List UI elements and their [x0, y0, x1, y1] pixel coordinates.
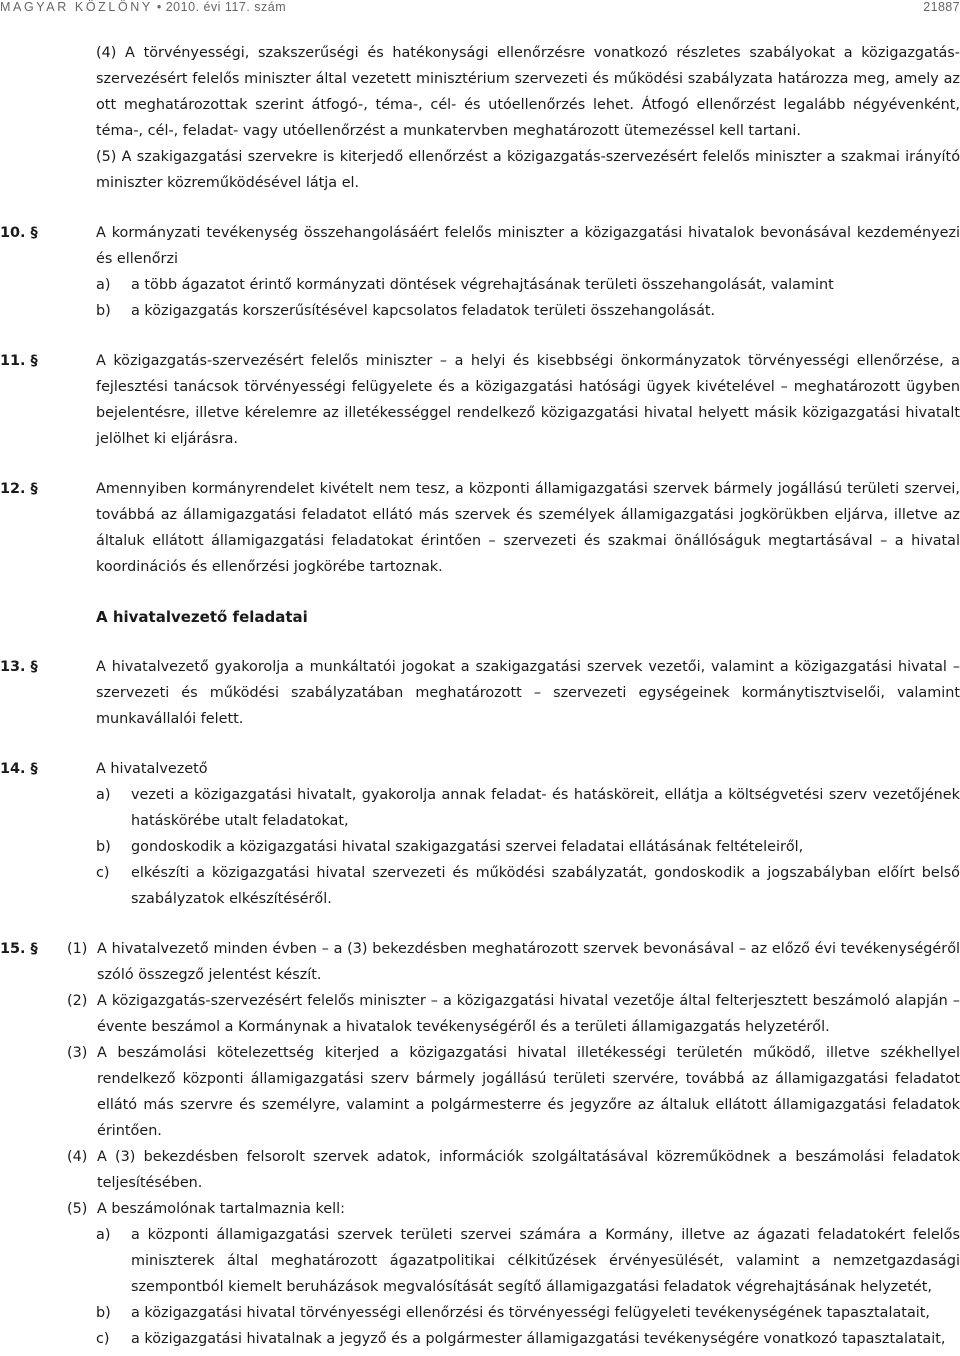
paragraph-label: (5): [67, 1201, 88, 1217]
list-item: [0, 782, 960, 834]
page-header: [0, 0, 960, 16]
section-number: 10. §: [0, 225, 38, 241]
item-text: vezeti a közigazgatási hivatalt, gyakorolja annak feladat- és hatásköreit, ellátja a költségvetési szerv vezetőjének hatáskörébe utalt feladatokat,: [131, 787, 960, 829]
section-15-paragraph-5: [0, 1196, 960, 1222]
section-10: [0, 220, 960, 324]
section-11: [0, 348, 960, 452]
item-label: b): [96, 1305, 111, 1321]
publication-name: MAGYAR KÖZLÖNY: [0, 0, 153, 14]
item-label: b): [96, 303, 111, 319]
item-label: b): [96, 839, 111, 855]
paragraph-text: A közigazgatás-szervezésért felelős miniszter – a közigazgatási hivatal vezetője által felterjesztett beszámoló alapján – évente beszámol a Kormánynak a hivatalok tevékenységéről és a területi államigazgatás helyzetéről.: [97, 993, 960, 1035]
paragraph-label: (1): [67, 941, 88, 957]
paragraph-text: A hivatalvezető minden évben – a (3) bekezdésben meghatározott szervek bevonásával – az előző évi tevékenységéről szóló összegző jelentést készít.: [97, 941, 960, 983]
paragraph-4: (4) A törvényességi, szakszerűségi és hatékonysági ellenőrzésre vonatkozó részletes szabályokat a közigazgatás-szervezésért felelős miniszter által vezetett minisztérium szervezeti és működési szabályzata határozza meg, amely az ott meghatározottak szerint átfogó-, téma-, cél- és utóellenőrzés lehet. Átfogó ellenőrzést legalább négyévenként, téma-, cél-, feladat- vagy utóellenőrzést a munkatervben meghatározott ütemezéssel kell tartani.: [96, 45, 960, 139]
paragraph-label: (3): [67, 1045, 88, 1061]
paragraph-label: (4): [67, 1149, 88, 1165]
section-13: [0, 654, 960, 732]
item-text: a központi államigazgatási szervek területi szervei számára a Kormány, illetve az ágazati feladatokért felelős miniszterek által meghatározott ágazatpolitikai célkitűzések érvényesülését, valamint a nemzetgazdasági szempontból kiemelt beruházások megvalósítását segítő államigazgatási feladatok végrehajtásának helyzetét,: [131, 1227, 960, 1295]
issue-number: 2010. évi 117. szám: [165, 0, 287, 14]
section-12: [0, 476, 960, 580]
list-item: [0, 1326, 960, 1352]
header-left: [0, 0, 286, 14]
section-15-paragraph-2: [0, 988, 960, 1040]
paragraph-5: (5) A szakigazgatási szervekre is kiterjedő ellenőrzést a közigazgatás-szervezésért felelős miniszter a szakmai irányító miniszter közreműködésével látja el.: [96, 149, 960, 191]
item-text: elkészíti a közigazgatási hivatal szervezeti és működési szabályzatát, gondoskodik a jogszabályban előírt belső szabályzatok elkészítéséről.: [131, 865, 960, 907]
section-number: 12. §: [0, 481, 38, 497]
item-label: a): [96, 277, 111, 293]
section-15-paragraph-4: [0, 1144, 960, 1196]
paragraph-text: A (3) bekezdésben felsorolt szervek adatok, információk szolgáltatásával közreműködnek a beszámolási feladatok teljesítésében.: [97, 1149, 960, 1191]
list-item: [0, 298, 960, 324]
section-number: 13. §: [0, 659, 38, 675]
section-text: A közigazgatás-szervezésért felelős miniszter – a helyi és kisebbségi önkormányzatok törvényességi ellenőrzése, a fejlesztési tanácsok törvényességi felügyelete és a közigazgatási hatósági ügyek kivételével – meghatározott ügyben bejelentésre, illetve kérelemre az illetékességgel rendelkező közigazgatási hivatal helyett másik közigazgatási hivatalt jelölhet ki eljárásra.: [96, 353, 960, 447]
list-item: [0, 834, 960, 860]
item-label: a): [96, 787, 111, 803]
section-text: A hivatalvezető gyakorolja a munkáltatói jogokat a szakigazgatási szervek vezetői, valamint a közigazgatási hivatal – szervezeti és működési szabályzatában meghatározott – szervezeti egységeinek kormánytisztviselői, valamint munkavállalói felett.: [96, 659, 960, 727]
section-text: Amennyiben kormányrendelet kivételt nem tesz, a központi államigazgatási szervek bármely jogállású területi szervei, továbbá az államigazgatási feladatot ellátó más szervek és személyek államigazgatási jogkörükben eljárva, illetve az általuk ellátott államigazgatási feladatokat érintően – szervezeti és szakmai önállóságuk megtartásával – a hivatal koordinációs és ellenőrzési jogkörébe tartoznak.: [96, 481, 960, 575]
list-item: [0, 1222, 960, 1300]
item-text: a közigazgatási hivatal törvényességi ellenőrzési és törvényességi felügyeleti tevékenységének tapasztalatait,: [131, 1305, 930, 1321]
item-text: a több ágazatot érintő kormányzati döntések végrehajtásának területi összehangolását, valamint: [131, 277, 834, 293]
section-number: 11. §: [0, 353, 38, 369]
item-label: a): [96, 1227, 111, 1243]
page-number: 21887: [923, 0, 960, 14]
item-text: gondoskodik a közigazgatási hivatal szakigazgatási szervei feladatai ellátásának feltételeiről,: [131, 839, 804, 855]
list-item: [0, 860, 960, 912]
header-bullet: •: [156, 0, 162, 14]
item-label: c): [96, 865, 110, 881]
item-text: a közigazgatási hivatalnak a jegyző és a polgármester államigazgatási tevékenységére vonatkozó tapasztalatait,: [131, 1331, 946, 1347]
item-label: c): [96, 1331, 110, 1347]
list-item: [0, 272, 960, 298]
section-number: 15. §: [0, 941, 38, 957]
section-15-paragraph-3: [0, 1040, 960, 1144]
section-number: 14. §: [0, 761, 38, 777]
item-text: a közigazgatás korszerűsítésével kapcsolatos feladatok területi összehangolását.: [131, 303, 716, 319]
document-body: [0, 40, 960, 1352]
paragraph-label: (2): [67, 993, 88, 1009]
paragraph-text: A beszámolónak tartalmaznia kell:: [97, 1201, 346, 1217]
paragraph-text: A beszámolási kötelezettség kiterjed a közigazgatási hivatal illetékességi területén működő, illetve székhellyel rendelkező központi államigazgatási szerv bármely jogállású területi szervére, továbbá az államigazgatási feladatot ellátó más szervre és személyre, valamint a polgármesterre és jegyzőre az általuk ellátott államigazgatási feladatok érintően.: [97, 1045, 960, 1139]
list-item: [0, 1300, 960, 1326]
section-15-paragraph-1: [0, 936, 960, 988]
section-text: A hivatalvezető: [96, 761, 208, 777]
section-15: [0, 936, 960, 1352]
section-14: [0, 756, 960, 912]
section-heading: A hivatalvezető feladatai: [96, 608, 308, 626]
section-text: A kormányzati tevékenység összehangolásáért felelős miniszter a közigazgatási hivatalok bevonásával kezdeményezi és ellenőrzi: [96, 225, 960, 267]
